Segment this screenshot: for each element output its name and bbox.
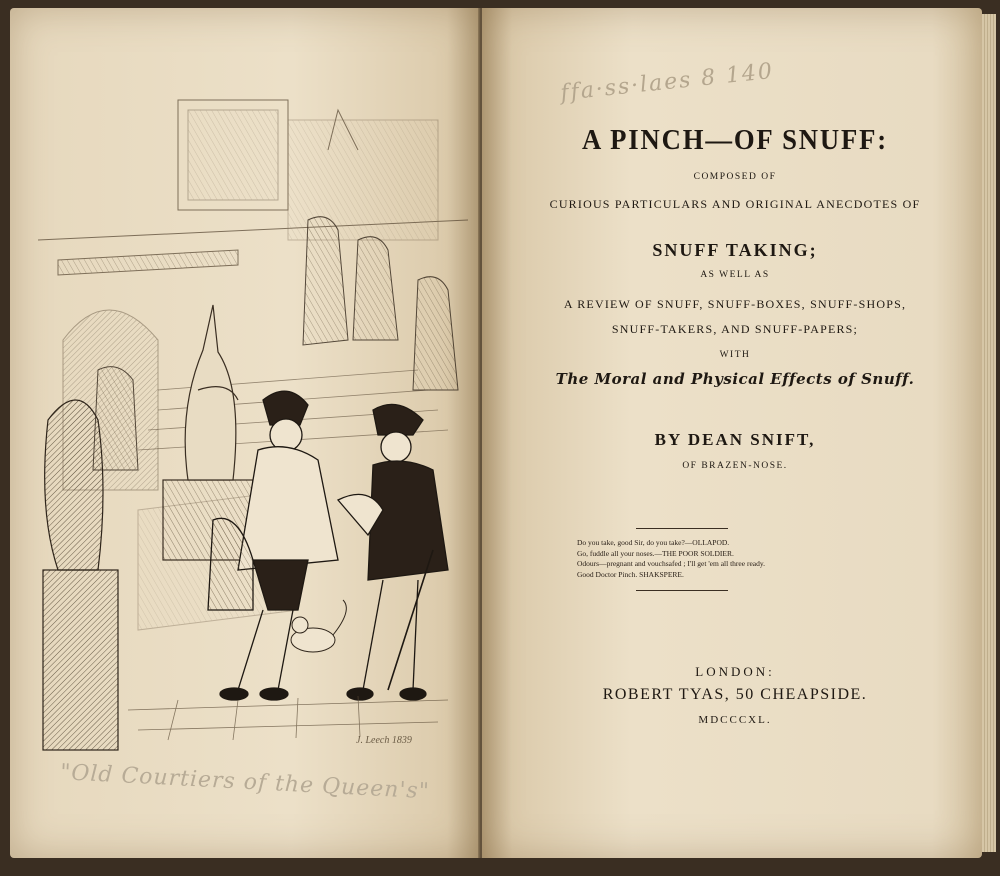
composed-of-line: COMPOSED OF [693,172,777,182]
review-line-2: SNUFF-TAKERS, AND SNUFF-PAPERS; [611,322,859,336]
top-rule [636,528,728,529]
epigraph-quotes [577,538,847,580]
author-line: BY DEAN SNIFT, [654,430,816,449]
epigraph-line: Go, fuddle all your noses.—THE POOR SOLDIER. [577,548,734,558]
epigraph-line: Odours—pregnant and vouchsafed ; I'll get 'em all three ready. [577,559,765,568]
with-line: WITH [719,350,751,360]
moral-effects-line: The Moral and Physical Effects of Snuff. [555,370,915,388]
epigraph-line: Do you take, good Sir, do you take?—OLLAPOD. [577,538,730,547]
review-line-1: A REVIEW OF SNUFF, SNUFF-BOXES, SNUFF-SHOPS, [563,297,907,311]
bottom-rule [636,590,728,591]
subtitle-snuff-taking: SNUFF TAKING; [652,240,818,260]
frontispiece-engraving [38,90,468,760]
imprint-publisher: ROBERT TYAS, 50 CHEAPSIDE. [602,686,868,703]
imprint-city: LONDON: [695,664,775,679]
artist-signature: J. Leech 1839 [356,735,412,746]
author-affiliation: OF BRAZEN-NOSE. [682,461,788,471]
imprint-year: MDCCCXL. [698,714,772,726]
subtitle-curious: CURIOUS PARTICULARS AND ORIGINAL ANECDOTES OF [549,197,921,211]
epigraph-line: Good Doctor Pinch. SHAKSPERE. [577,569,684,579]
as-well-as-line: AS WELL AS [700,270,770,280]
book-title: A PINCH—OF SNUFF: [582,124,888,156]
illustration-caption: "Old Courtiers of the Queen's" [59,760,431,805]
page-edges [982,14,996,852]
pencil-annotation: ffa·ss·laes 8 140 [559,58,776,107]
